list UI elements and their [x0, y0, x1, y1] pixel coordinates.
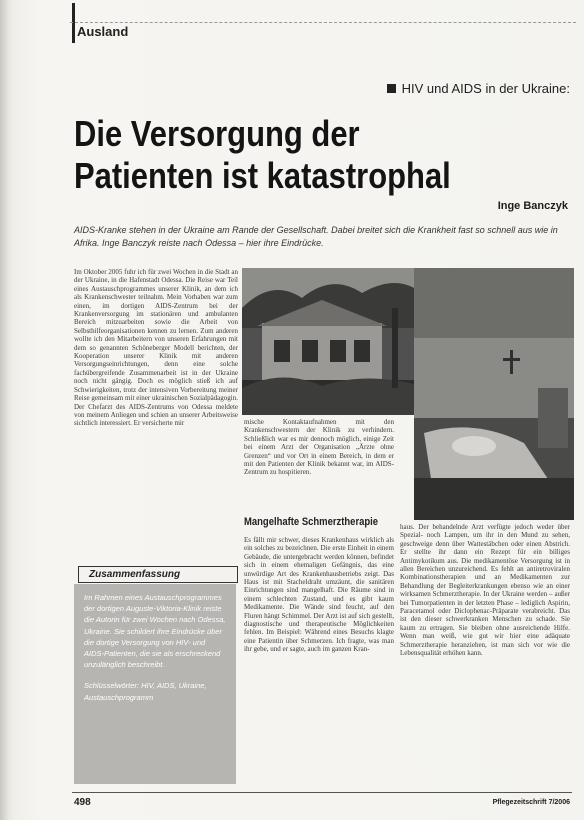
hospital-interior-image [414, 268, 574, 520]
subheading: Mangelhafte Schmerztherapie [244, 516, 379, 528]
footer-rule [72, 792, 572, 793]
body-column-2-continued: Es fällt mir schwer, dieses Krankenhaus wirklich als ein solches zu bezeichnen. Die erste Einheit in einem Gebäude, die untergebracht werden können, befindet sich in einem ehemaligen Gefängnis, das eine unwürdige Art des Krankenhausbetriebs zeigt. Das Haus ist mit Stacheldraht umzäunt, die sanitären Einrichtungen sind mangelhaft. Die Räume sind in einem schlechten Zustand, und es gibt kaum Medikamente. Die Wände sind feucht, auf den Fluren hängt Schimmel. Der Arzt ist auf sich gestellt, diagnostische und therapeutische Möglichkeiten fehlen. Im Beispiel: Während eines Besuchs klagte eine Patientin über Schmerzen. Ich fragte, was man ihr gebe, und er sagte, auch im ganzen Kran- [244, 536, 394, 654]
page-number: 498 [74, 797, 91, 808]
article-author: Inge Banczyk [497, 200, 568, 212]
article-lead: AIDS-Kranke stehen in der Ukraine am Rande der Gesellschaft. Dabei breitet sich die Krankheit fast so schnell aus wie in Afrika. Inge Banczyk reiste nach Odessa – hier ihre Eindrücke. [74, 225, 558, 248]
section-label: Ausland [77, 24, 129, 39]
body-column-1: Im Oktober 2005 fuhr ich für zwei Wochen in die Stadt an der Ukraine, in die Hafenstadt Odessa. Die Reise war Teil eines Austauschprogrammes unserer Klinik, an dem ich als Krankenschwester teilnahm. Mein Vorhaben war zum einen, im dortigen AIDS-Zentrum bei der Krankenversorgung im stationären und ambulanten Bereich mitzuarbeiten sowie die Arbeit von Selbsthilfeorganisationen kennen zu lernen. Zum anderen wollte ich den Mitarbeitern von unseren Erfahrungen mit dem so genannten Schöneberger Modell berichten, der Kooperation unserer Klinik mit anderen Versorgungseinrichtungen, denn eine solche fachübergreifende Zusammenarbeit ist in der Ukraine noch nicht gängig. Doch es möglich stieß ich auf Schwierigkeiten, trotz der intensiven Vorbereitung meiner Reise gemeinsam mit einer ukrainischen Sozialpädagogin. Der Chefarzt des AIDS-Zentrums von Odessa meldete von meinem Anliegen und schien an unserer Arbeitsweise sichtlich interessiert. Er versicherte mir [74, 268, 238, 428]
page-binding-shadow [0, 0, 8, 820]
body-column-3: haus. Der behandelnde Arzt verfügte jedoch weder über Spezial- noch Lampen, um ihr in den Mund zu sehen, geschweige denn über Wattestäbchen oder einen Abstrich. Er stellte ihr dann ein Rezept für ein billiges Antimykotikum aus. Die medikamentöse Versorgung ist in allen Bereichen unzureichend. Es fehlt an antiretroviralen Kombinationstherapien und an Medikamenten zur Behandlung der Begleiterkrankungen ebenso wie an einer wirksamen Schmerztherapie. In der Ukraine werden – außer bei Tumorpatienten in der letzten Phase – lediglich Aspirin, Paracetamol oder Diclophenac-Präparate verabreicht. Das ist den dieser schwerkranken Menschen zu schade. Sie kaum zu ertragen. Sie bleiben ohne ausreichende Hilfe. Wenn man weiß, wie gut wir hier eine adäquate Schmerztherapie heranziehen, ist man sich vor wie die Lebensqualität erhöhen kann. [400, 523, 570, 658]
hospital-interior-photo [414, 268, 574, 520]
header-rule [70, 22, 576, 23]
section-bar [72, 3, 75, 43]
summary-title: Zusammenfassung [78, 566, 238, 583]
kicker [387, 81, 570, 96]
kicker-text: HIV und AIDS in der Ukraine: [401, 81, 570, 96]
summary-text: Im Rahmen eines Austauschprogrammes der dortigen Auguste-Viktoria-Klinik reiste die Autorin für zwei Wochen nach Odessa, Ukraine. Sie schildert ihre Eindrücke über die dortige Versorgung von HIV- und AIDS-Patienten, die sie als erschreckend unzulänglich beschreibt. [84, 593, 226, 670]
journal-name: Pflegezeitschrift 7/2006 [492, 799, 570, 806]
square-bullet-icon [387, 84, 396, 93]
summary-box [74, 584, 236, 784]
summary-keywords: Schlüsselwörter: HIV, AIDS, Ukraine, Austauschprogramm [84, 681, 207, 702]
body-column-2: mische Kontaktaufnahmen mit den Krankenschwestern der Klinik zu verhindern. Schließlich war es mir dennoch möglich, einige Zeit bei einem Arzt der Organisation „Ärzte ohne Grenzen“ und vor Ort in einem Bereich, in dem er mit den Patienten der Klinik bekannt war, im AIDS-Zentrum zu hospitieren. [244, 418, 394, 477]
article-title: Die Versorgung der Patienten ist katastrophal [74, 113, 451, 196]
hospital-exterior-photo [242, 268, 414, 415]
hospital-exterior-image [242, 268, 414, 415]
